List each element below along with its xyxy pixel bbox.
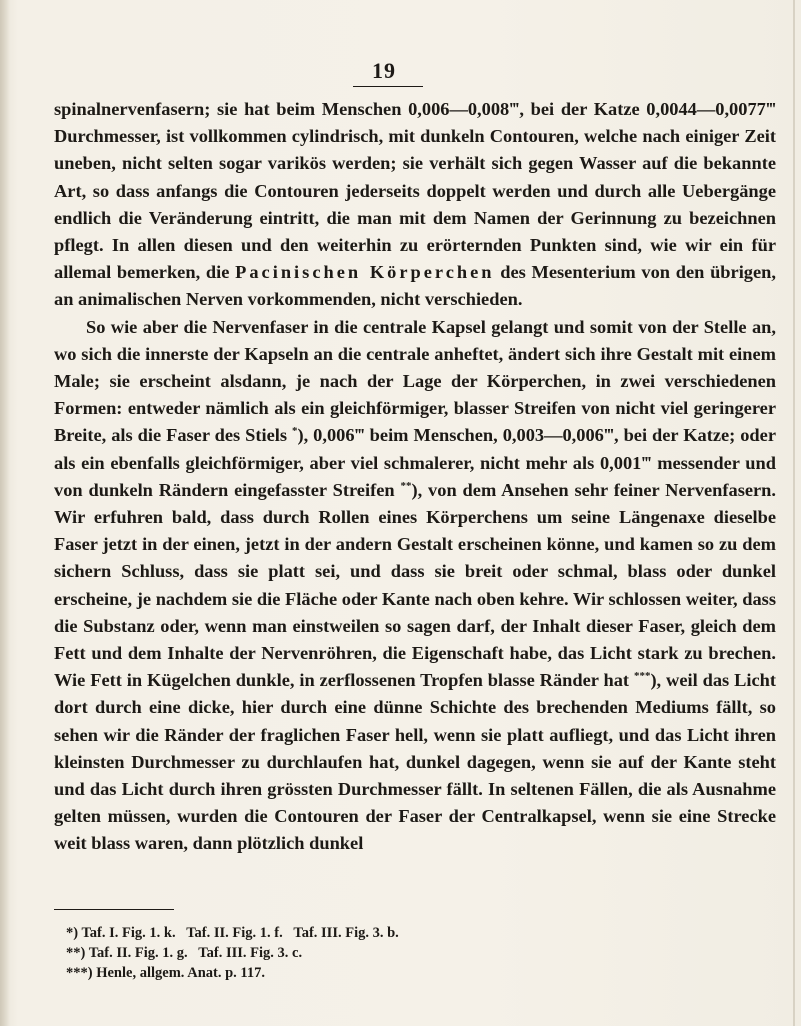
page-number: 19 xyxy=(372,58,396,83)
footnote-reference[interactable]: * xyxy=(292,425,298,438)
footnote-mark: **) xyxy=(66,945,86,961)
text-segment: ), 0,006‴ beim Menschen, 0,003—0,006‴, bei der Katze; oder als ein ebenfalls gleichförmiger, aber viel schmalerer, nicht mehr als 0,001‴ messender und von dunkeln Rändern eingefasster Streifen xyxy=(54,425,776,500)
body-text xyxy=(54,96,776,858)
text-segment: So wie aber die Nervenfaser in die centrale Kapsel gelangt und somit von der Stelle an, wo sich die innerste der Kapseln an die centrale anheftet, ändert sich ihre Gestalt mit einem Male; sie erscheint alsdann, je nach der Lage der Körperchen, in zwei verschiedenen Formen: entweder nämlich als ein gleichförmiger, blasser Streifen von nicht viel geringerer Breite, als die Faser des Stiels xyxy=(54,316,776,446)
footnotes xyxy=(66,923,399,983)
footnote-text: Henle, allgem. Anat. p. 117. xyxy=(92,965,265,981)
text-segment: ), weil das Licht dort durch eine dicke, hier durch eine dünne Schichte des brechenden Mediums fällt, so sehen wir die Ränder der fraglichen Faser hell, wenn sie platt aufliegt, und das Licht ihren kleinsten Durchmesser zu durchlaufen hat, dunkel dagegen, wenn sie auf der Kante steht und das Licht durch ihren grössten Durchmesser fällt. In seltenen Fällen, die als Ausnahme gelten müssen, wurden die Contouren der Faser der Centralkapsel, wenn sie eine Strecke weit blass waren, dann plötzlich dunkel xyxy=(54,670,776,854)
footnote-mark: ***) xyxy=(66,965,93,981)
footnote-text: Taf. II. Fig. 1. g. Taf. III. Fig. 3. c. xyxy=(85,945,303,961)
footnote-mark: *) xyxy=(66,925,79,941)
footnote-reference[interactable]: *** xyxy=(633,670,651,683)
footnote-reference[interactable]: ** xyxy=(400,479,412,492)
text-segment: des Mesenterium von den übrigen, an animalischen Nerven vorkommenden, nicht verschieden. xyxy=(54,262,776,310)
page-edge xyxy=(793,0,795,1026)
footnote xyxy=(66,923,399,943)
footnote xyxy=(66,963,399,983)
page-number-underline xyxy=(353,86,423,87)
text-segment: spinalnervenfasern; sie hat beim Menschen 0,006—0,008‴, bei der Katze 0,0044—0,0077‴ Durchmesser, ist vollkommen cylindrisch, mit dunkeln Contouren, welche nach einiger Zeit uneben, nicht selten sogar varikös werden; sie verhält sich gegen Wasser auf die bekannte Art, so dass anfangs die Contouren jederseits doppelt werden und durch alle Uebergänge endlich die Veränderung eintritt, die man mit dem Namen der Gerinnung zu bezeichnen pflegt. In allen diesen und den weiterhin zu erörternden Punkten sind, wie wir ein für allemal bemerken, die xyxy=(54,99,776,283)
paragraph xyxy=(54,96,776,314)
footnote-divider xyxy=(54,909,174,910)
footnote xyxy=(66,943,399,963)
text-segment: ), von dem Ansehen sehr feiner Nervenfasern. Wir erfuhren bald, dass durch Rollen eines Körperchens um seine Längenaxe dieselbe Faser jetzt in der einen, jetzt in der andern Gestalt erscheinen könne, und kamen so zu dem sichern Schluss, dass sie platt sei, und dass sie breit oder schmal, blass oder dunkel erscheine, je nachdem sie die Fläche oder Kante nach oben kehre. Wir schlossen weiter, dass die Substanz oder, wenn man einstweilen so sagen darf, der Inhalt dieser Faser, gleich dem Fett und dem Inhalte der Nervenröhren, die Eigenschaft habe, das Licht stark zu brechen. Wie Fett in Kügelchen dunkle, in zerflossenen Tropfen blasse Ränder hat xyxy=(54,479,776,691)
paragraph xyxy=(54,314,776,858)
emphasized-term: Pacinischen Körperchen xyxy=(235,262,495,283)
spine-shadow xyxy=(0,0,10,1026)
footnote-text: Taf. I. Fig. 1. k. Taf. II. Fig. 1. f. Taf. III. Fig. 3. b. xyxy=(78,925,399,941)
